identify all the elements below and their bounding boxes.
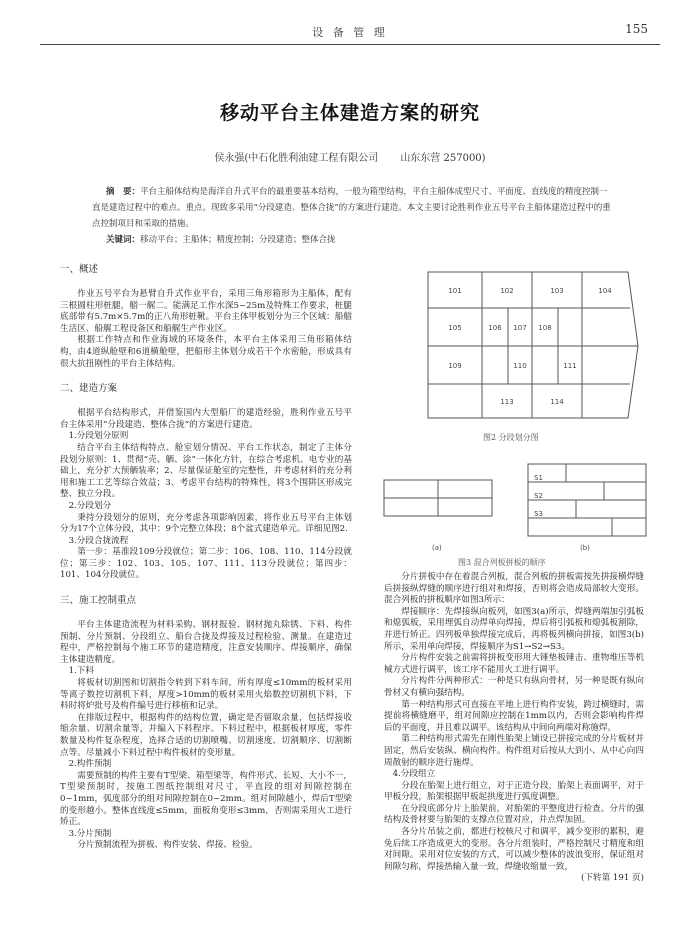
abstract <box>92 184 614 232</box>
block-label: 105 <box>448 324 462 332</box>
paragraph: 将板材切割图和切割指令转到下料车间，所有厚度≤10mm的板材采用等离子数控切割机下料，厚度>10mm的板材采用火焰数控切割机下料，下料时将炉批号及构件编号进行移植和记录。 <box>60 678 352 712</box>
author-line <box>0 149 700 164</box>
page-number: 155 <box>625 22 648 36</box>
right-column <box>384 572 644 885</box>
block-label: 109 <box>448 362 462 370</box>
subheading: 2.分段划分 <box>68 500 112 511</box>
figure-3a-label: (a) <box>432 544 442 552</box>
paragraph: 平台主体建造流程为材料采购、钢材报验、钢材抛丸除锈、下料、构件预制、分片预制、分段组立、船台合拢及焊接及过程检验、测量。在建造过程中，严格控制每个施工环节的建造精度，注意安装顺序、焊接顺序，确保主体建造精度。 <box>60 620 352 665</box>
block-label: 101 <box>448 287 462 295</box>
section-heading-control: 三、施工控制重点 <box>60 595 137 607</box>
block-label: 106 <box>488 324 502 332</box>
block-label: 104 <box>598 287 612 295</box>
welding-order-diagram <box>380 460 650 555</box>
paragraph: 根据工作特点和作业海域的环境条件，本平台主体采用三角形箱体结构，由4道纵舱壁和6道横舱壁，把船形主体划分成若干个水密舱，形成具有很大抗扭刚性的平台主体结构。 <box>60 335 352 369</box>
author-place: 山东东营 257000) <box>400 153 486 164</box>
subheading: 1.分段划分原则 <box>68 431 129 442</box>
block-label: 107 <box>513 324 527 332</box>
section-heading-overview: 一、概述 <box>60 264 99 275</box>
block-label: 110 <box>513 362 527 370</box>
abstract-label: 摘 要： <box>106 187 141 197</box>
seam-label: S3 <box>534 510 543 518</box>
paragraph: 分片构件分两种形式：一种是只有纵向骨材，另一种是既有纵向骨材又有横向强结构。 <box>384 676 644 698</box>
paragraph: 各分片吊装之前，都进行校核尺寸和调平，减少变形的累积，避免后续工序造成更大的变形。各分片组装时，严格控制尺寸精度和组对间隙。采用对位安装的方式，可以减少整体的波浪变形，保证组对间隙匀称，焊接热输入量一致，焊缝收缩量一致， <box>384 827 644 872</box>
subheading: 3.分段合拢流程 <box>68 535 129 546</box>
paragraph: 结合平台主体结构特点、舱室划分情况、平台工作状态，制定了主体分段划分原则：1、贯彻“壳、舾、涂”一体化方针，在综合考虑机、电专业的基础上，充分扩大预舾装率；2、尽量保证舱室的完整性，并考虑材料的充分利用和施工工艺等综合效益；3、考虑平台结构的特殊性，将3个围阱区形成完整、独立分段。 <box>60 442 352 500</box>
block-label: 103 <box>550 287 564 295</box>
block-label: 108 <box>538 324 552 332</box>
paragraph: 秉持分段划分的原则，充分考虑各项影响因素，将作业五号平台主体划分为17个立体分段，其中：9个完整立体段；8个盆式建造单元。详细见图2. <box>60 512 352 535</box>
left-column <box>60 263 352 852</box>
subheading: 3.分片预制 <box>68 828 112 839</box>
abstract-text: 平台主船体结构是海洋自升式平台的最重要基本结构，一般为箱型结构，平台主船体成型尺寸、平面度、直线度的精度控制一直是建造过程中的难点、重点。现致多采用“分段建造、整体合拢”的方案进行建造。本文主要讨论胜利作业五号平台主船体建造过程中的重点控制项目和采取的措施。 <box>92 187 611 229</box>
block-label: 114 <box>550 398 564 406</box>
block-division-diagram <box>400 266 640 426</box>
section-heading-plan: 二、建造方案 <box>60 383 118 395</box>
block-label: 111 <box>563 362 577 370</box>
subheading: 1.下料 <box>68 666 94 677</box>
paragraph: 第二种结构形式需先在刚性胎架上铺设已拼接完成的分片板材并固定，然后安装纵、横向构件。构件组对后按从大到小、从中心向四周散射的顺序进行施焊。 <box>384 734 644 768</box>
paragraph: 分片预制流程为拼板、构件安装、焊接、检验。 <box>77 840 258 851</box>
seam-label: S2 <box>534 492 543 500</box>
paragraph: 分片构件安装之前需将拼板变形用大锤垫板锤击、重物堆压等机械方式进行调平，该工序不能用火工进行调平。 <box>384 653 644 675</box>
paragraph: 作业五号平台为悬臂自升式作业平台，采用三角形箱形为主船体，配有三根圆柱形桩腿，艏一艉二。能满足工作水深5~25m及特殊工作要求，桩腿底部带有5.7m×5.7m的正八角形桩靴。平台主体甲板划分为三个区域：船艏生活区、船艉工程设备区和船艉生产作业区。 <box>60 289 352 334</box>
keywords <box>106 232 616 248</box>
paper-title: 移动平台主体建造方案的研究 <box>219 102 480 124</box>
header-rule <box>40 44 660 45</box>
keywords-text: 移动平台；主船体；精度控制；分段建造；整体合拢 <box>140 235 336 245</box>
figure-3-welding-order <box>380 460 650 555</box>
subheading: 4.分段组立 <box>392 769 436 780</box>
journal-name: 设 备 管 理 <box>312 26 388 39</box>
figure-3-caption: 图3 混合列板拼板的顺序 <box>458 558 546 567</box>
figure-2-caption: 图2 分段划分图 <box>483 433 539 442</box>
continued-note: (下转第 191 页) <box>581 873 644 884</box>
paragraph: 第一步：基准段109分段就位；第二步：106、108、110、114分段就位；第三步：102、103、105、107、111、113分段就位；第四步：101、104分段就位。 <box>60 547 352 581</box>
paragraph: 第一种结构形式可直接在平地上进行构件安装，跨过横缝时，需提前将横缝磨平，组对间隙应控制在1mm以内，否则会影响构件焊后的平面度，并且难以调平。该结构从中间向两端对称施焊。 <box>384 699 644 733</box>
paragraph: 在分段底部分片上胎架前，对胎架的平整度进行检查。分片的强结构及骨材要与胎架的支撑点位置对应，并点焊加固。 <box>384 803 644 826</box>
paragraph: 分片拼板中存在着混合列板，混合列板的拼板需按先拼接横焊缝后拼接纵焊缝的顺序进行组对和焊接，否则将会造成局部较大变形。混合列板的拼板顺序如图3所示： <box>384 572 644 606</box>
paragraph: 分段在胎架上进行组立，对于正造分段，胎架上表面调平，对于甲板分段，胎架根据甲板起拱度进行弧度调整。 <box>384 780 644 803</box>
subheading: 2.构件预制 <box>68 759 112 770</box>
figure-3b-label: (b) <box>580 544 590 552</box>
block-label: 102 <box>500 287 514 295</box>
paragraph: 需要预制的构件主要有T型梁、箱型梁等，构件形式、长短、大小不一，T型梁预制时，按施工图纸控制组对尺寸，平直段的组对间隙控制在0~1mm，弧度部分的组对间隙控制在0~2mm。组对间隙越小，焊后T型梁的变形越小。整体直线度≤5mm，面板角变形≤3mm，否则需采用火工进行矫正。 <box>60 770 352 828</box>
paragraph: 根据平台结构形式，并借鉴国内大型船厂的建造经验，胜利作业五号平台主体采用“分段建造、整体合拢”的方案进行建造。 <box>60 408 352 430</box>
keywords-label: 关键词： <box>106 235 141 245</box>
seam-label: S1 <box>534 474 543 482</box>
author-name: 侯永强(中石化胜利油建工程有限公司 <box>214 153 379 164</box>
figure-2-block-division <box>400 266 640 426</box>
paragraph: 焊接顺序：先焊接纵向板列，如图3(a)所示，焊缝两端加引弧板和熄弧板，采用埋弧自动焊单向焊接，焊后将引弧板和熄弧板割除，并进行矫正。四列板单独焊接完成后，再将板列横向拼接，如图3(b)所示，采用单向焊接，焊接顺序为S1→S2→S3。 <box>384 606 644 652</box>
paragraph: 在排版过程中，根据构件的结构位置，确定是否留取余量，包括焊接收缩余量、切割余量等，并编入下料程序。下料过程中，根据板材厚度，零件数量及构件复杂程度，选择合适的切割喷嘴、切割速度、切割顺序、切割断点等。尽量减小下料过程中构件板材的变形量。 <box>60 712 352 758</box>
block-label: 113 <box>500 398 514 406</box>
